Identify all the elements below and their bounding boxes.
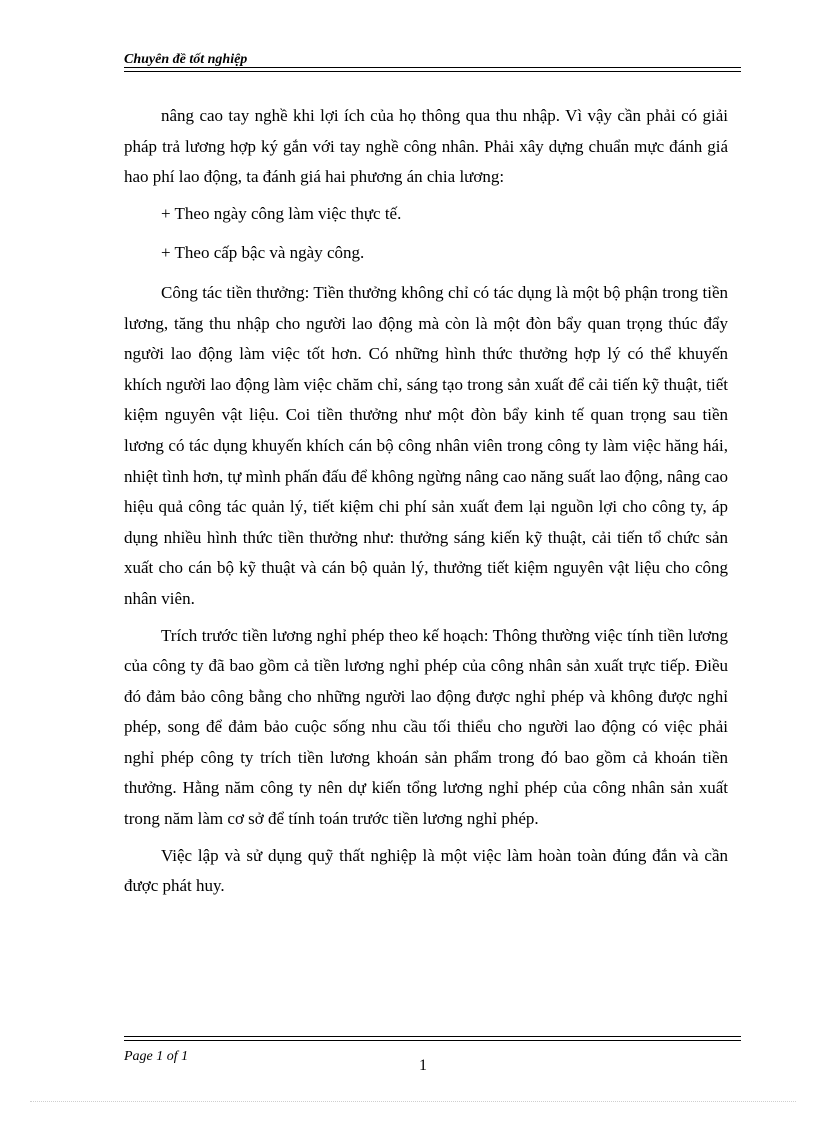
page-break-line bbox=[30, 1101, 796, 1102]
paragraph: Việc lập và sử dụng quỹ thất nghiệp là một việc làm hoàn toàn đúng đắn và cần được phát huy. bbox=[124, 845, 728, 896]
document-body bbox=[124, 101, 728, 908]
list-item: + Theo ngày công làm việc thực tế. bbox=[161, 203, 402, 223]
paragraph: Trích trước tiền lương nghỉ phép theo kế hoạch: Thông thường việc tính tiền lương của công ty đã bao gồm cả tiền lương nghỉ phép của công nhân sản xuất trực tiếp. Điều đó đảm bảo công bằng cho những người lao động được nghỉ phép và không được nghỉ phép, song để đảm bảo cuộc sống nhu cầu tối thiểu cho người lao động có việc phải nghỉ phép công ty trích tiền lương khoán sản phẩm trong đó bao gồm cả khoán tiền thưởng. Hằng năm công ty nên dự kiến tổng lương nghỉ phép của công nhân sản xuất trong năm làm cơ sở để tính toán trước tiền lương nghỉ phép. bbox=[124, 625, 728, 829]
page-header bbox=[124, 50, 741, 68]
paragraph: nâng cao tay nghề khi lợi ích của họ thông qua thu nhập. Vì vậy cần phải có giải pháp trả lương hợp ký gắn với tay nghề công nhân. Phải xây dựng chuẩn mực đánh giá hao phí lao động, ta đánh giá hai phương án chia lương: bbox=[124, 106, 728, 187]
page-number: 1 bbox=[419, 1057, 427, 1074]
paragraph: Công tác tiền thưởng: Tiền thưởng không chỉ có tác dụng là một bộ phận trong tiền lương, tăng thu nhập cho người lao động mà còn là một đòn bẩy quan trọng thúc đẩy người lao động làm việc tốt hơn. Có những hình thức thưởng hợp lý có thể khuyến khích người lao động làm việc chăm chỉ, sáng tạo trong sản xuất để cải tiến kỹ thuật, tiết kiệm nguyên vật liệu. Coi tiền thưởng như một đòn bẩy kinh tế quan trọng sau tiền lương có tác dụng khuyến khích cán bộ công nhân viên trong công ty làm việc hăng hái, nhiệt tình hơn, tự mình phấn đấu để không ngừng nâng cao năng suất lao động, nâng cao hiệu quả công tác quản lý, tiết kiệm chi phí sản xuất đem lại nguồn lợi cho công ty, áp dụng nhiều hình thức tiền thưởng như: thưởng sáng kiến kỹ thuật, cải tiến tổ chức sản xuất cho cán bộ kỹ thuật và cán bộ quản lý, thưởng tiết kiệm nguyên vật liệu cho công nhân viên. bbox=[124, 282, 728, 608]
header-rule bbox=[124, 67, 741, 72]
page-of-label: Page 1 of 1 bbox=[124, 1049, 189, 1064]
list-item: + Theo cấp bậc và ngày công. bbox=[161, 243, 365, 263]
header-title: Chuyên đề tốt nghiệp bbox=[124, 52, 248, 67]
footer-rule bbox=[124, 1036, 741, 1041]
